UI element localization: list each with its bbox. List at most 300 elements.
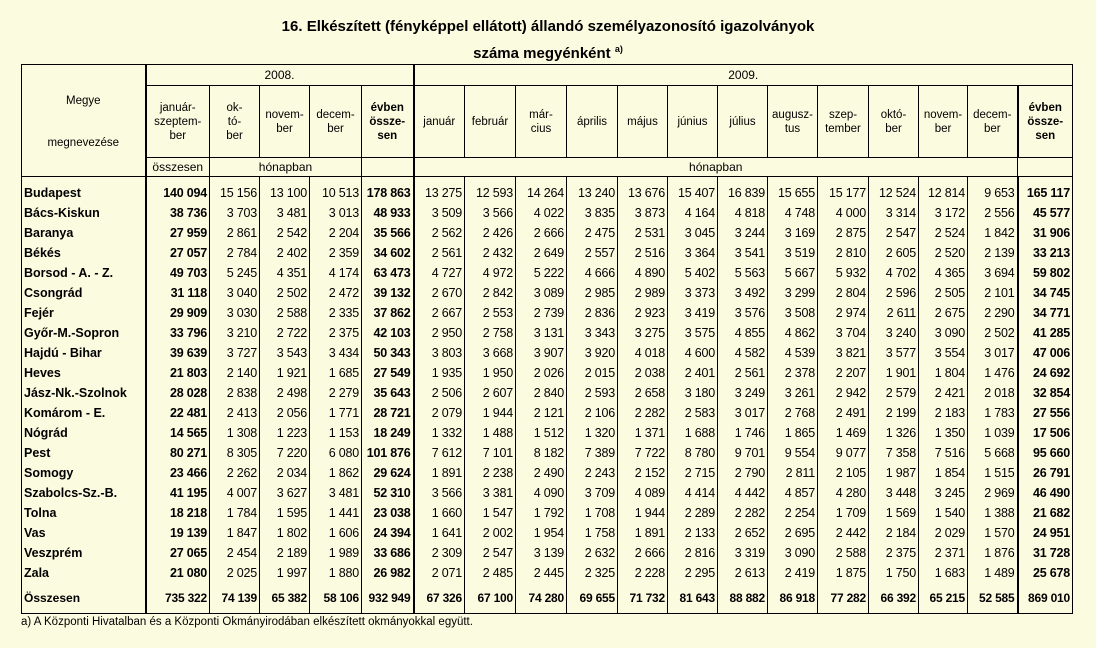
cell-value: 2 804 [818,283,869,303]
cell-value: 1 606 [310,523,362,543]
cell-value: 1 758 [567,523,618,543]
cell-value: 1 944 [465,403,516,423]
cell-value: 7 612 [414,443,465,463]
cell-value: 1 441 [310,503,362,523]
cell-value: 2 974 [818,303,869,323]
cell-value: 2 490 [516,463,567,483]
cell-value: 3 543 [260,343,310,363]
cell-value: 2 101 [968,283,1018,303]
cell-value: 3 519 [768,243,818,263]
table-row [22,543,1073,563]
cell-value: 2 784 [210,243,260,263]
cell-value: 2 401 [668,363,718,383]
cell-value: 34 745 [1018,283,1073,303]
total-2009-sub [1018,158,1073,177]
cell-value: 1 683 [919,563,968,583]
table-row [22,463,1073,483]
cell-value: 165 117 [1018,177,1073,204]
cell-value: 2 140 [210,363,260,383]
cell-value: 95 660 [1018,443,1073,463]
cell-value: 2 561 [414,243,465,263]
cell-value: 4 855 [718,323,768,343]
cell-value: 7 389 [567,443,618,463]
cell-value: 2 184 [869,523,919,543]
cell-value: 4 857 [768,483,818,503]
cell-value: 2 199 [869,403,919,423]
cell-value: 1 153 [310,423,362,443]
cell-value: 3 040 [210,283,260,303]
cell-value: 3 139 [516,543,567,563]
cell-value: 4 748 [768,203,818,223]
cell-value: 1 595 [260,503,310,523]
total-2008-header: évben össze- sen [362,86,414,158]
cell-value: 27 556 [1018,403,1073,423]
cell-value: 3 343 [567,323,618,343]
table-row [22,303,1073,323]
cell-value: 1 476 [968,363,1018,383]
cell-value: 74 280 [516,583,567,614]
cell-value: 15 177 [818,177,869,204]
cell-value: 65 215 [919,583,968,614]
county-name: Pest [22,443,146,463]
cell-value: 2 015 [567,363,618,383]
cell-value: 2 790 [718,463,768,483]
cell-value: 67 326 [414,583,465,614]
cell-value: 13 676 [618,177,668,204]
cell-value: 3 554 [919,343,968,363]
cell-value: 4 600 [668,343,718,363]
cell-value: 38 736 [146,203,210,223]
year-2008-header: 2008. [146,65,414,86]
cell-value: 2 695 [768,523,818,543]
cell-value: 8 780 [668,443,718,463]
month-2009-4: május [618,86,668,158]
cell-value: 25 678 [1018,563,1073,583]
cell-value: 31 118 [146,283,210,303]
honapban-2008: hónapban [210,158,362,177]
cell-value: 2 722 [260,323,310,343]
cell-value: 2 071 [414,563,465,583]
cell-value: 2 607 [465,383,516,403]
cell-value: 5 222 [516,263,567,283]
cell-value: 4 972 [465,263,516,283]
county-name: Borsod - A. - Z. [22,263,146,283]
cell-value: 3 089 [516,283,567,303]
table-row [22,203,1073,223]
cell-value: 27 959 [146,223,210,243]
county-name: Fejér [22,303,146,323]
county-name: Budapest [22,177,146,204]
cell-value: 2 402 [260,243,310,263]
note-marker: a) [614,44,623,54]
cell-value: 3 509 [414,203,465,223]
cell-value: 1 547 [465,503,516,523]
cell-value: 4 351 [260,263,310,283]
cell-value: 3 210 [210,323,260,343]
cell-value: 88 882 [718,583,768,614]
cell-value: 1 350 [919,423,968,443]
county-name: Bács-Kiskun [22,203,146,223]
cell-value: 1 371 [618,423,668,443]
month-2009-2: már- cius [516,86,567,158]
cell-value: 2 498 [260,383,310,403]
cell-value: 7 220 [260,443,310,463]
cell-value: 3 319 [718,543,768,563]
cell-value: 42 103 [362,323,414,343]
cell-value: 1 512 [516,423,567,443]
cell-value: 2 649 [516,243,567,263]
cell-value: 67 100 [465,583,516,614]
cell-value: 2 520 [919,243,968,263]
cell-value: 1 875 [818,563,869,583]
cell-value: 27 549 [362,363,414,383]
cell-value: 2 985 [567,283,618,303]
cell-value: 3 508 [768,303,818,323]
cell-value: 3 090 [919,323,968,343]
cell-value: 1 746 [718,423,768,443]
cell-value: 1 709 [818,503,869,523]
county-name: Nógrád [22,423,146,443]
cell-value: 3 419 [668,303,718,323]
month-2008-2: decem- ber [310,86,362,158]
cell-value: 1 688 [668,423,718,443]
cell-value: 2 018 [968,383,1018,403]
cell-value: 2 325 [567,563,618,583]
cell-value: 63 473 [362,263,414,283]
cell-value: 1 987 [869,463,919,483]
cell-value: 2 506 [414,383,465,403]
cell-value: 13 240 [567,177,618,204]
cell-value: 10 513 [310,177,362,204]
cell-value: 9 554 [768,443,818,463]
cell-value: 2 836 [567,303,618,323]
cell-value: 3 920 [567,343,618,363]
cell-value: 1 891 [414,463,465,483]
cell-value: 2 666 [618,543,668,563]
cell-value: 2 579 [869,383,919,403]
cell-value: 1 708 [567,503,618,523]
cell-value: 2 038 [618,363,668,383]
cell-value: 3 381 [465,483,516,503]
month-2008-1: novem- ber [260,86,310,158]
cell-value: 3 492 [718,283,768,303]
cell-value: 2 139 [968,243,1018,263]
county-name: Veszprém [22,543,146,563]
county-name: Baranya [22,223,146,243]
cell-value: 4 702 [869,263,919,283]
cell-value: 15 655 [768,177,818,204]
county-name: Békés [22,243,146,263]
cell-value: 3 481 [260,203,310,223]
cell-value: 4 539 [768,343,818,363]
cell-value: 3 668 [465,343,516,363]
cell-value: 140 094 [146,177,210,204]
month-2009-5: június [668,86,718,158]
cell-value: 2 588 [818,543,869,563]
cell-value: 8 182 [516,443,567,463]
cell-value: 1 891 [618,523,668,543]
cell-value: 1 569 [869,503,919,523]
cell-value: 2 295 [668,563,718,583]
table-row [22,523,1073,543]
cell-value: 4 022 [516,203,567,223]
cell-value: 3 575 [668,323,718,343]
cell-value: 3 727 [210,343,260,363]
cell-value: 21 803 [146,363,210,383]
total-row [22,583,1073,614]
cell-value: 21 080 [146,563,210,583]
col-label-line: ber [169,129,187,142]
cell-value: 3 275 [618,323,668,343]
cell-value: 2 502 [968,323,1018,343]
cell-value: 2 715 [668,463,718,483]
cell-value: 71 732 [618,583,668,614]
cell-value: 47 006 [1018,343,1073,363]
cell-value: 4 089 [618,483,668,503]
county-name: Vas [22,523,146,543]
cell-value: 2 562 [414,223,465,243]
megye-header [22,65,146,177]
cell-value: 2 207 [818,363,869,383]
cell-value: 2 840 [516,383,567,403]
cell-value: 2 923 [618,303,668,323]
cell-value: 12 524 [869,177,919,204]
cell-value: 1 515 [968,463,1018,483]
cell-value: 2 413 [210,403,260,423]
cell-value: 4 414 [668,483,718,503]
cell-value: 2 426 [465,223,516,243]
month-2009-11: decem- ber [968,86,1018,158]
col-label-line: szeptem- [154,115,202,128]
cell-value: 12 814 [919,177,968,204]
cell-value: 3 577 [869,343,919,363]
cell-value: 4 727 [414,263,465,283]
table-row [22,503,1073,523]
cell-value: 2 596 [869,283,919,303]
cell-value: 3 627 [260,483,310,503]
table-row [22,243,1073,263]
cell-value: 2 485 [465,563,516,583]
cell-value: 77 282 [818,583,869,614]
cell-value: 2 739 [516,303,567,323]
cell-value: 2 034 [260,463,310,483]
cell-value: 2 309 [414,543,465,563]
cell-value: 3 566 [465,203,516,223]
county-name: Győr-M.-Sopron [22,323,146,343]
cell-value: 9 077 [818,443,869,463]
table-row [22,443,1073,463]
cell-value: 4 007 [210,483,260,503]
cell-value: 1 320 [567,423,618,443]
cell-value: 3 709 [567,483,618,503]
table-row [22,177,1073,204]
cell-value: 4 090 [516,483,567,503]
cell-value: 4 442 [718,483,768,503]
title-line1: 16. Elkészített (fényképpel ellátott) állandó személyazonosító igazolványok [281,18,815,35]
table-row [22,263,1073,283]
cell-value: 1 039 [968,423,1018,443]
cell-value: 4 862 [768,323,818,343]
cell-value: 101 876 [362,443,414,463]
cell-value: 59 802 [1018,263,1073,283]
cell-value: 1 641 [414,523,465,543]
cell-value: 2 505 [919,283,968,303]
table-row [22,363,1073,383]
cell-value: 5 245 [210,263,260,283]
month-2009-1: február [465,86,516,158]
cell-value: 1 802 [260,523,310,543]
cell-value: 2 204 [310,223,362,243]
cell-value: 1 842 [968,223,1018,243]
cell-value: 2 811 [768,463,818,483]
cell-value: 3 169 [768,223,818,243]
cell-value: 2 026 [516,363,567,383]
cell-value: 8 305 [210,443,260,463]
cell-value: 45 577 [1018,203,1073,223]
county-name: Szabolcs-Sz.-B. [22,483,146,503]
cell-value: 86 918 [768,583,818,614]
cell-value: 5 932 [818,263,869,283]
cell-value: 2 666 [516,223,567,243]
table-row [22,383,1073,403]
county-name: Zala [22,563,146,583]
cell-value: 3 131 [516,323,567,343]
cell-value: 2 238 [465,463,516,483]
col-label-line: január- [159,101,196,114]
table-row [22,483,1073,503]
cell-value: 3 299 [768,283,818,303]
cell-value: 39 639 [146,343,210,363]
cell-value: 32 854 [1018,383,1073,403]
cell-value: 1 784 [210,503,260,523]
cell-value: 2 556 [968,203,1018,223]
month-2009-3: április [567,86,618,158]
cell-value: 3 030 [210,303,260,323]
cell-value: 3 803 [414,343,465,363]
month-row [22,86,1073,158]
cell-value: 58 106 [310,583,362,614]
cell-value: 2 950 [414,323,465,343]
cell-value: 1 685 [310,363,362,383]
cell-value: 39 132 [362,283,414,303]
cell-value: 3 240 [869,323,919,343]
cell-value: 2 842 [465,283,516,303]
cell-value: 4 280 [818,483,869,503]
cell-value: 2 667 [414,303,465,323]
cell-value: 1 771 [310,403,362,423]
cell-value: 2 421 [919,383,968,403]
cell-value: 2 652 [718,523,768,543]
cell-value: 735 322 [146,583,210,614]
total-2009-header: évben össze- sen [1018,86,1073,158]
cell-value: 1 997 [260,563,310,583]
cell-value: 2 583 [668,403,718,423]
cell-value: 2 588 [260,303,310,323]
county-name: Összesen [22,583,146,614]
cell-value: 2 254 [768,503,818,523]
cell-value: 3 541 [718,243,768,263]
cell-value: 33 213 [1018,243,1073,263]
cell-value: 3 314 [869,203,919,223]
cell-value: 52 310 [362,483,414,503]
cell-value: 28 721 [362,403,414,423]
cell-value: 9 701 [718,443,768,463]
cell-value: 2 371 [919,543,968,563]
cell-value: 80 271 [146,443,210,463]
cell-value: 65 382 [260,583,310,614]
cell-value: 2 442 [818,523,869,543]
month-2009-6: július [718,86,768,158]
cell-value: 4 365 [919,263,968,283]
cell-value: 2 133 [668,523,718,543]
cell-value: 2 502 [260,283,310,303]
cell-value: 18 249 [362,423,414,443]
cell-value: 2 524 [919,223,968,243]
cell-value: 869 010 [1018,583,1073,614]
cell-value: 2 445 [516,563,567,583]
cell-value: 1 854 [919,463,968,483]
cell-value: 13 100 [260,177,310,204]
cell-value: 2 593 [567,383,618,403]
table-row [22,403,1073,423]
cell-value: 4 000 [818,203,869,223]
cell-value: 3 907 [516,343,567,363]
cell-value: 1 489 [968,563,1018,583]
table-title [0,16,1096,65]
cell-value: 2 375 [869,543,919,563]
cell-value: 4 818 [718,203,768,223]
cell-value: 2 605 [869,243,919,263]
cell-value: 2 758 [465,323,516,343]
cell-value: 178 863 [362,177,414,204]
cell-value: 1 847 [210,523,260,543]
footnote: a) A Központi Hivatalban és a Központi Okmányirodában elkészített okmányokkal együtt. [21,616,473,628]
cell-value: 41 285 [1018,323,1073,343]
cell-value: 69 655 [567,583,618,614]
cell-value: 16 839 [718,177,768,204]
cell-value: 1 223 [260,423,310,443]
cell-value: 5 668 [968,443,1018,463]
cell-value: 34 602 [362,243,414,263]
cell-value: 1 332 [414,423,465,443]
cell-value: 2 810 [818,243,869,263]
cell-value: 2 243 [567,463,618,483]
cell-value: 6 080 [310,443,362,463]
cell-value: 15 407 [668,177,718,204]
cell-value: 1 783 [968,403,1018,423]
cell-value: 2 547 [869,223,919,243]
cell-value: 3 481 [310,483,362,503]
megnevezese-label: megnevezése [47,136,120,149]
month-2009-8: szep- tember [818,86,869,158]
cell-value: 74 139 [210,583,260,614]
cell-value: 2 531 [618,223,668,243]
cell-value: 1 935 [414,363,465,383]
cell-value: 2 378 [768,363,818,383]
table-body [22,177,1073,614]
cell-value: 2 106 [567,403,618,423]
col-jan-sep-2008 [146,86,210,158]
cell-value: 27 057 [146,243,210,263]
cell-value: 5 402 [668,263,718,283]
cell-value: 1 954 [516,523,567,543]
table-row [22,343,1073,363]
cell-value: 3 873 [618,203,668,223]
cell-value: 24 692 [1018,363,1073,383]
cell-value: 1 488 [465,423,516,443]
cell-value: 3 172 [919,203,968,223]
cell-value: 33 686 [362,543,414,563]
